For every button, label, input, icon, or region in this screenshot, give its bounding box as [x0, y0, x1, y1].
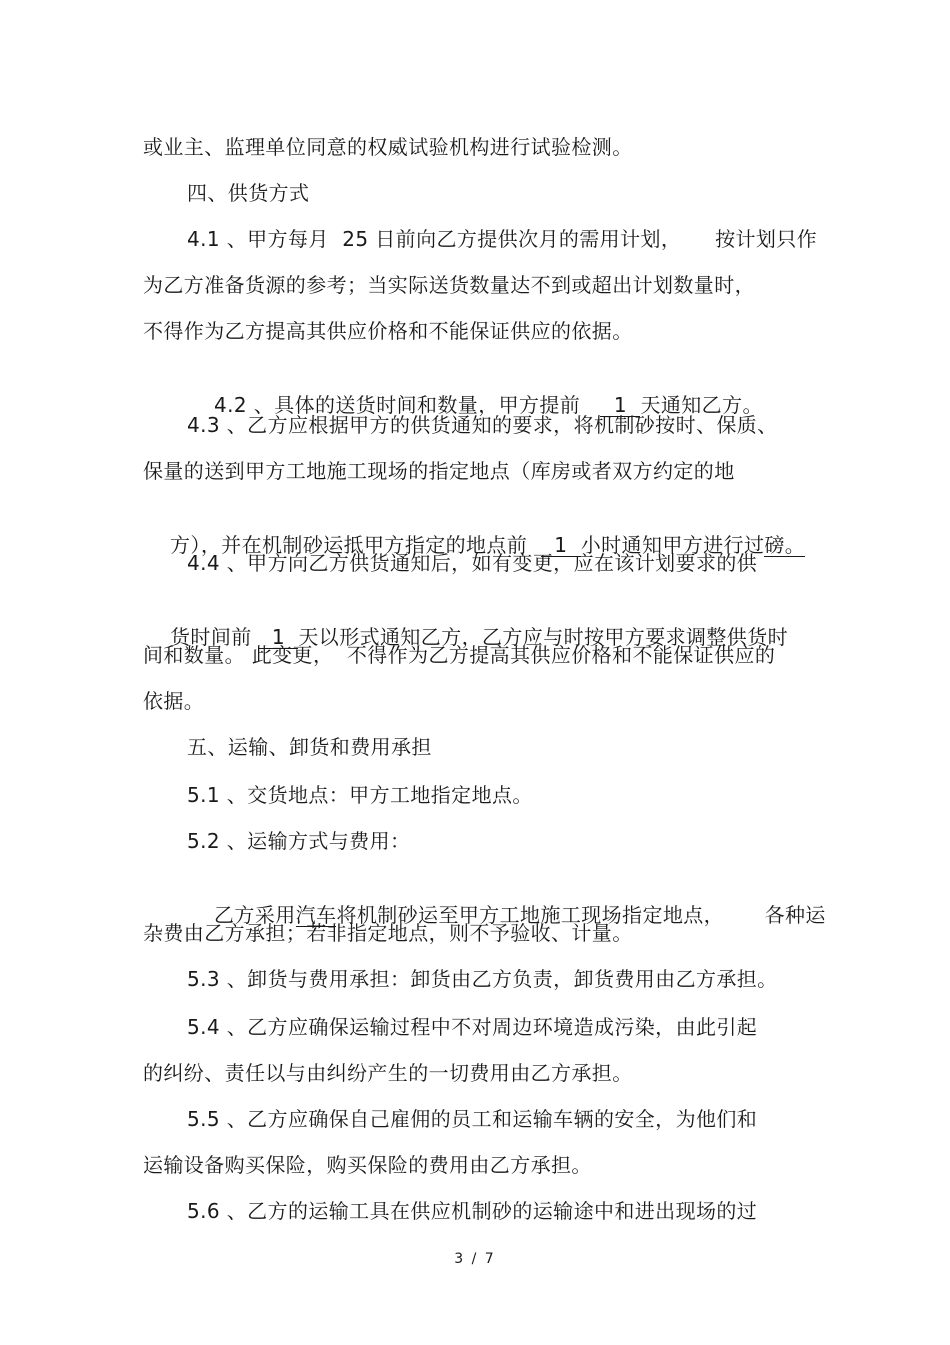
page-number: 3 / 7 — [454, 1251, 496, 1267]
fill-blank: 汽车 — [295, 903, 337, 927]
text-line: 杂费由乙方承担；若非指定地点，则不予验收、计量。 — [143, 921, 633, 945]
text-segment: 小时通知甲方进行过 — [580, 533, 765, 557]
text-line: 保量的送到甲方工地施工现场的指定地点（库房或者双方约定的地 — [143, 459, 735, 483]
text-segment: 方），并在机制砂运抵甲方指定的地点前 — [170, 533, 528, 557]
text-line: 5.2 、运输方式与费用： — [187, 829, 411, 853]
fill-blank: 1 — [541, 534, 581, 557]
fill-blank: 1 — [258, 626, 298, 649]
fill-blank: 1 — [600, 394, 640, 417]
text-line: 4.1 、甲方每月 25 日前向乙方提供次月的需用计划， 按计划只作 — [187, 227, 818, 251]
text-line: 5.1 、交货地点：甲方工地指定地点。 — [187, 783, 533, 807]
fill-blank: 磅。 — [764, 533, 806, 557]
text-line: 为乙方准备货源的参考；当实际送货数量达不到或超出计划数量时， — [143, 273, 755, 297]
text-line: 的纠纷、责任以与由纠纷产生的一切费用由乙方承担。 — [143, 1061, 633, 1085]
text-segment: 将机制砂运至甲方工地施工现场指定地点， 各种运 — [336, 903, 826, 927]
text-line: 间和数量。 此变更， 不得作为乙方提高其供应价格和不能保证供应的 — [143, 643, 776, 667]
text-segment: 天通知乙方。 — [640, 393, 763, 417]
text-line: 或业主、监理单位同意的权威试验机构进行试验检测。 — [143, 135, 633, 159]
text-segment: 乙方采用 — [214, 903, 296, 927]
text-line: 4.3 、乙方应根据甲方的供货通知的要求，将机制砂按时、保质、 — [187, 413, 778, 437]
section-heading: 四、供货方式 — [187, 181, 310, 205]
text-line: 5.4 、乙方应确保运输过程中不对周边环境造成污染，由此引起 — [187, 1015, 758, 1039]
text-segment: 4.2 、具体的送货时间和数量，甲方提前 — [214, 393, 581, 417]
text-line: 不得作为乙方提高其供应价格和不能保证供应的依据。 — [143, 319, 633, 343]
text-line: 4.4 、甲方向乙方供货通知后，如有变更，应在该计划要求的供 — [187, 551, 758, 575]
text-line: 运输设备购买保险，购买保险的费用由乙方承担。 — [143, 1153, 592, 1177]
text-line: 5.3 、卸货与费用承担：卸货由乙方负责，卸货费用由乙方承担。 — [187, 967, 778, 991]
text-segment: 天以形式通知乙方，乙方应与时按甲方要求调整供货时 — [298, 625, 789, 649]
text-line: 依据。 — [143, 689, 205, 713]
text-line: 5.5 、乙方应确保自己雇佣的员工和运输车辆的安全，为他们和 — [187, 1107, 758, 1131]
text-line: 5.6 、乙方的运输工具在供应机制砂的运输途中和进出现场的过 — [187, 1199, 758, 1223]
text-segment: 货时间前 — [170, 625, 252, 649]
section-heading: 五、运输、卸货和费用承担 — [187, 735, 432, 759]
